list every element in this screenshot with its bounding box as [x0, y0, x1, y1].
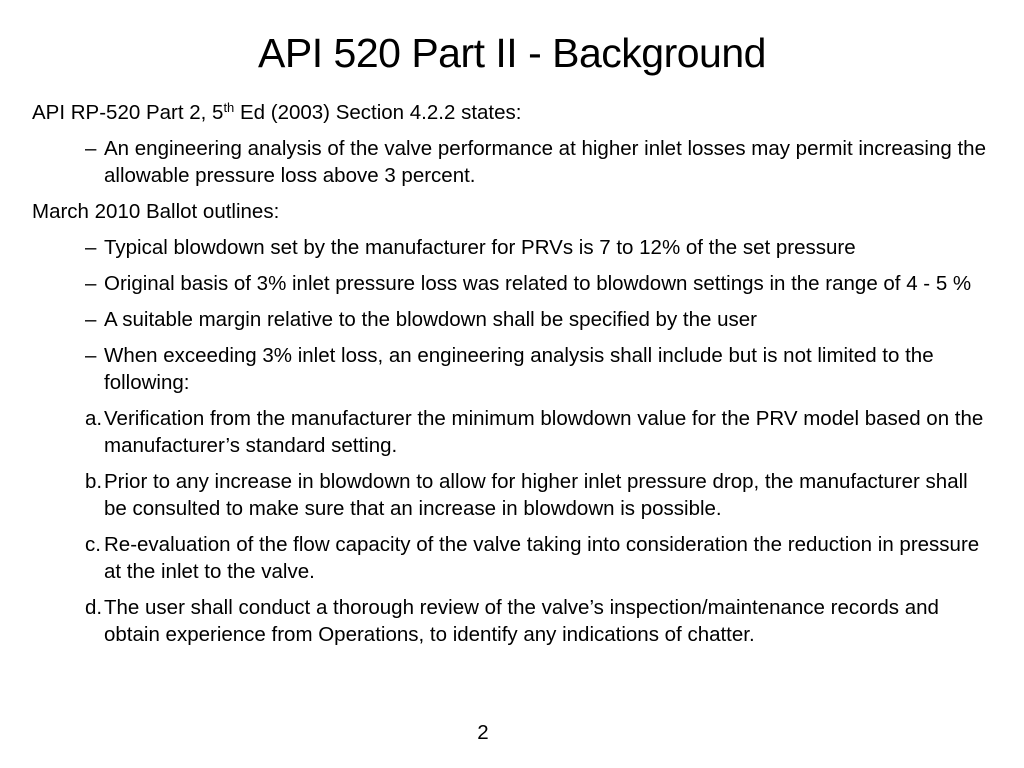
letter-marker: c. [85, 533, 101, 556]
ordinal-superscript: th [223, 100, 235, 115]
intro-text-post: Ed (2003) Section 4.2.2 states: [234, 101, 522, 124]
lettered-item [32, 531, 988, 585]
bullet-item [32, 306, 988, 333]
dash-bullet-marker: – [85, 344, 97, 367]
bullet-text: Original basis of 3% inlet pressure loss was related to blowdown settings in the range of 4 - 5 % [104, 272, 972, 295]
dash-bullet-marker: – [85, 137, 97, 160]
letter-marker: a. [85, 407, 103, 430]
letter-marker: b. [85, 470, 103, 493]
intro-text-pre: API RP-520 Part 2, 5 [32, 101, 224, 124]
bullet-text: When exceeding 3% inlet loss, an engineering analysis shall include but is not limited to the following: [104, 344, 934, 394]
dash-bullet-marker: – [85, 236, 97, 259]
page-number: 2 [477, 721, 489, 744]
lettered-item-text: Re-evaluation of the flow capacity of the valve taking into consideration the reduction in pressure at the inlet to the valve. [104, 533, 980, 583]
lettered-item [32, 468, 988, 522]
bullet-text: Typical blowdown set by the manufacturer for PRVs is 7 to 12% of the set pressure [104, 236, 856, 259]
lettered-item-text: Verification from the manufacturer the minimum blowdown value for the PRV model based on the manufacturer’s standard setting. [104, 407, 984, 457]
dash-bullet-marker: – [85, 308, 97, 331]
bullet-text: A suitable margin relative to the blowdown shall be specified by the user [104, 308, 757, 331]
letter-marker: d. [85, 596, 103, 619]
bullet-item [32, 342, 988, 396]
lettered-item [32, 405, 988, 459]
dash-bullet-marker: – [85, 272, 97, 295]
intro-paragraph [32, 99, 988, 126]
slide-title: API 520 Part II - Background [258, 30, 766, 76]
bullet-item [32, 234, 988, 261]
lettered-item [32, 594, 988, 648]
bullet-item [32, 270, 988, 297]
bullet-text: An engineering analysis of the valve performance at higher inlet losses may permit increasing the allowable pressure loss above 3 percent. [104, 137, 986, 187]
slide-body [32, 99, 988, 657]
bullet-item [32, 135, 988, 189]
lettered-item-text: Prior to any increase in blowdown to allow for higher inlet pressure drop, the manufacturer shall be consulted to make sure that an increase in blowdown is possible. [104, 470, 968, 520]
section-heading: March 2010 Ballot outlines: [32, 200, 280, 223]
lettered-item-text: The user shall conduct a thorough review of the valve’s inspection/maintenance records and obtain experience from Operations, to identify any indications of chatter. [104, 596, 939, 646]
